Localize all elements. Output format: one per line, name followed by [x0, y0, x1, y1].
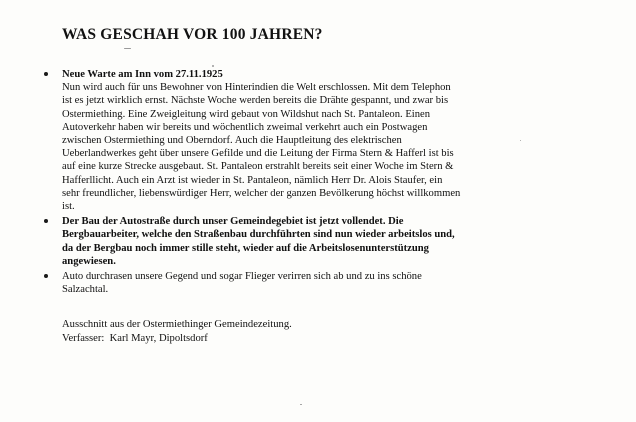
- scan-speck: [300, 404, 302, 405]
- item-line: Bergbauarbeiter, welche den Straßenbau durchführten sind nun wieder arbeitslos und,: [62, 229, 455, 241]
- bullet-icon: [44, 219, 48, 223]
- item-line: angewiesen.: [62, 255, 116, 267]
- news-list: [44, 68, 604, 296]
- list-item: [44, 270, 604, 296]
- footer-author: Karl Mayr, Dipoltsdorf: [109, 333, 208, 344]
- item-line: Auto durchrasen unsere Gegend und sogar Flieger verirren sich ab und zu ins schöne: [62, 271, 422, 283]
- item-line: sehr freundlicher, liebenswürdiger Herr, welcher der ganzen Bevölkerung höchst willkommen: [62, 187, 461, 199]
- scan-speck: [124, 48, 131, 49]
- scan-speck: [212, 65, 214, 67]
- page-title: WAS GESCHAH VOR 100 JAHREN?: [62, 26, 323, 43]
- footer-source: Ausschnitt aus der Ostermiethinger Gemeindezeitung.: [62, 319, 292, 330]
- bullet-icon: [44, 72, 48, 76]
- item-line: Ostermiething. Eine Zweigleitung wird gebaut von Wildshut nach St. Pantaleon. Einen: [62, 108, 431, 120]
- item-line: ist.: [62, 201, 75, 213]
- list-item: [44, 215, 604, 268]
- item-heading: Neue Warte am Inn vom 27.11.1925: [62, 69, 223, 80]
- bullet-icon: [44, 274, 48, 278]
- item-line: Hafferllicht. Auch ein Arzt ist wieder in St. Pantaleon, nämlich Herr Dr. Alois Staufer, ein: [62, 174, 443, 186]
- item-line: zwischen Ostermiething und Oberndorf. Auch die Hauptleitung des elektrischen: [62, 135, 402, 147]
- item-line: Salzachtal.: [62, 284, 109, 296]
- item-line: ist es jetzt wirklich ernst. Nächste Woche werden bereits die Drähte gespannt, und zwar bis: [62, 95, 449, 107]
- item-line: Ueberlandwerkes geht über unsere Gefilde und die Leitung der Firma Stern & Hafferl ist bis: [62, 148, 454, 160]
- item-line: Nun wird auch für uns Bewohner von Hinterindien die Welt erschlossen. Mit dem Telephon: [62, 82, 451, 94]
- item-line: da der Bergbau noch immer stille steht, wieder auf die Arbeitslosenunterstützung: [62, 242, 429, 254]
- item-line: auf eine kurze Strecke ausgebaut. St. Pantaleon erstrahlt bereits seit einer Woche im Stern &: [62, 161, 454, 173]
- scan-speck: [520, 140, 521, 141]
- item-line: Autoverkehr haben wir bereits und wöchentlich zweimal verkehrt auch ein Postwagen: [62, 121, 428, 133]
- item-line: Der Bau der Autostraße durch unser Gemeindegebiet ist jetzt vollendet. Die: [62, 216, 404, 228]
- footer-author-row: [62, 332, 292, 346]
- footer-author-label: Verfasser:: [62, 333, 105, 344]
- footer: [62, 318, 292, 346]
